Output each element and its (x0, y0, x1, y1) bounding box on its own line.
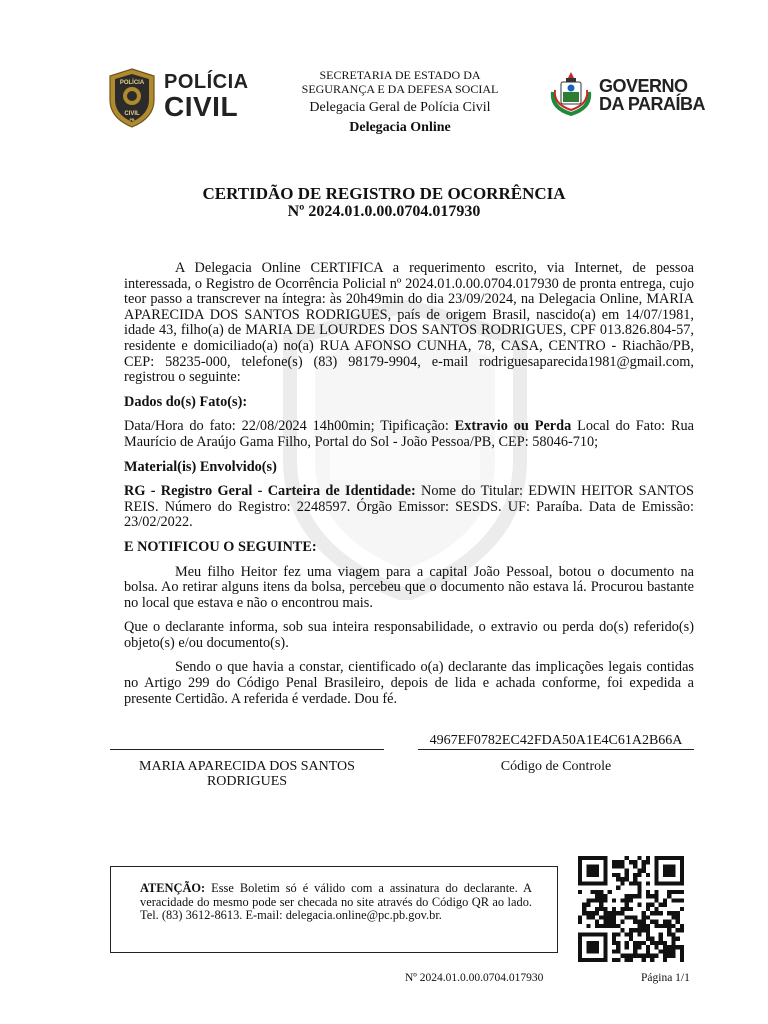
footer-record-number: Nº 2024.01.0.00.0704.017930 (405, 972, 544, 984)
badge-top-text: POLÍCIA (119, 80, 145, 86)
header-institution (280, 69, 520, 136)
policia-civil-wordmark (164, 72, 249, 121)
document-title (0, 184, 768, 221)
wordmark-line2: CIVIL (164, 91, 239, 122)
delegacia-online: Delegacia Online (349, 119, 451, 135)
material-details: Nome do Titular: EDWIN HEITOR SANTOS REIS. Número do Registro: 2248597. Órgão Emissor: SESDS. UF: Paraíba. Data de Emissão: 23/02/2022. (124, 483, 694, 531)
control-code-label: Código de Controle (500, 759, 612, 774)
delegacia-geral: Delegacia Geral de Polícia Civil (309, 99, 491, 115)
secretaria-line2: SEGURANÇA E DA DEFESA SOCIAL (301, 81, 499, 96)
notice-label: ATENÇÃO: (140, 881, 206, 895)
page-number: Página 1/1 (641, 972, 690, 984)
closing-paragraph: Sendo o que havia a constar, cientificado o(a) declarante das implicações legais contidas no Artigo 299 do Código Penal Brasileiro, depois de lida e achada conforme, foi expedida a presente Certidão. A referida é verdade. Dou fé. (124, 659, 694, 707)
intro-paragraph: A Delegacia Online CERTIFICA a requerimento escrito, via Internet, de pessoa interessada, o Registro de Ocorrência Policial nº 2024.01.0.00.0704.017930 de pronta entrega, cujo teor passo a transcrever na íntegra: às 20h49min do dia 23/09/2024, na Delegacia Online, MARIA APARECIDA DOS SANTOS RODRIGUES, país de origem Brasil, nascido(a) em 14/07/1981, idade 43, filho(a) de MARIA DE LOURDES DOS SANTOS RODRIGUES, CPF 013.826.804-57, residente e domiciliado(a) no(a) RUA AFONSO CUNHA, 78, CASA, CENTRO - Riachão/PB, CEP: 58235-000, telefone(s) (83) 98179-9904, e-mail rodriguesaparecida1981@gmail.com, registrou o seguinte: (124, 260, 694, 386)
material-paragraph (124, 484, 694, 531)
badge-state-text: PB (129, 118, 135, 122)
declarant-name: MARIA APARECIDA DOS SANTOS RODRIGUES (139, 759, 355, 789)
facts-heading: Dados do(s) Fato(s): (124, 393, 248, 410)
facts-post: Local do Fato: Rua Maurício de Araújo Gama Filho, Portal do Sol - João Pessoa/PB, CEP: 58046-710; (124, 418, 695, 450)
badge-bottom-text: CIVIL (124, 111, 140, 117)
secretaria-line1: SECRETARIA DE ESTADO DA (319, 68, 481, 82)
signature-line-control (418, 749, 694, 750)
facts-pre: Data/Hora do fato: 22/08/2024 14h00min; Tipificação: (124, 418, 455, 435)
qr-code-icon[interactable] (578, 856, 684, 962)
control-code: 4967EF0782EC42FDA50A1E4C61A2B66A (429, 733, 683, 748)
material-doc-type: RG - Registro Geral - Carteira de Identidade: (124, 483, 416, 500)
facts-type: Extravio ou Perda (454, 418, 572, 435)
title-line1: CERTIDÃO DE REGISTRO DE OCORRÊNCIA (202, 184, 566, 203)
material-heading: Material(is) Envolvido(s) (124, 458, 277, 475)
policia-civil-badge-icon (108, 68, 156, 128)
notice-body: Esse Boletim só é válido com a assinatura do declarante. A veracidade do mesmo pode ser checada no site através do Código QR ao lado. Tel. (83) 3612-8613. E-mail: delegacia.online@pc.pb.gov.br. (140, 881, 532, 923)
gov-line1: GOVERNO (599, 76, 688, 96)
title-number: Nº 2024.01.0.00.0704.017930 (287, 203, 481, 221)
notice-text (140, 882, 532, 923)
governo-paraiba-wordmark (599, 77, 705, 113)
paraiba-coat-of-arms-icon (549, 70, 593, 116)
wordmark-line1: POLÍCIA (164, 71, 249, 93)
declaration-paragraph: Que o declarante informa, sob sua inteira responsabilidade, o extravio ou perda do(s) referido(s) objeto(s) e/ou documento(s). (124, 619, 694, 651)
narrative-paragraph: Meu filho Heitor fez uma viagem para a capital João Pessoal, botou o documento na bolsa. Ao retirar alguns itens da bolsa, percebeu que o documento não estava lá. Procurou bastante no local que estava e não o encontrou mais. (124, 563, 694, 611)
gov-line2: DA PARAÍBA (599, 94, 705, 114)
signature-line-declarant (110, 749, 384, 750)
notified-heading: E NOTIFICOU O SEGUINTE: (124, 538, 317, 555)
facts-paragraph (124, 419, 694, 450)
certificate-body (124, 261, 694, 716)
notice-box (110, 866, 558, 953)
